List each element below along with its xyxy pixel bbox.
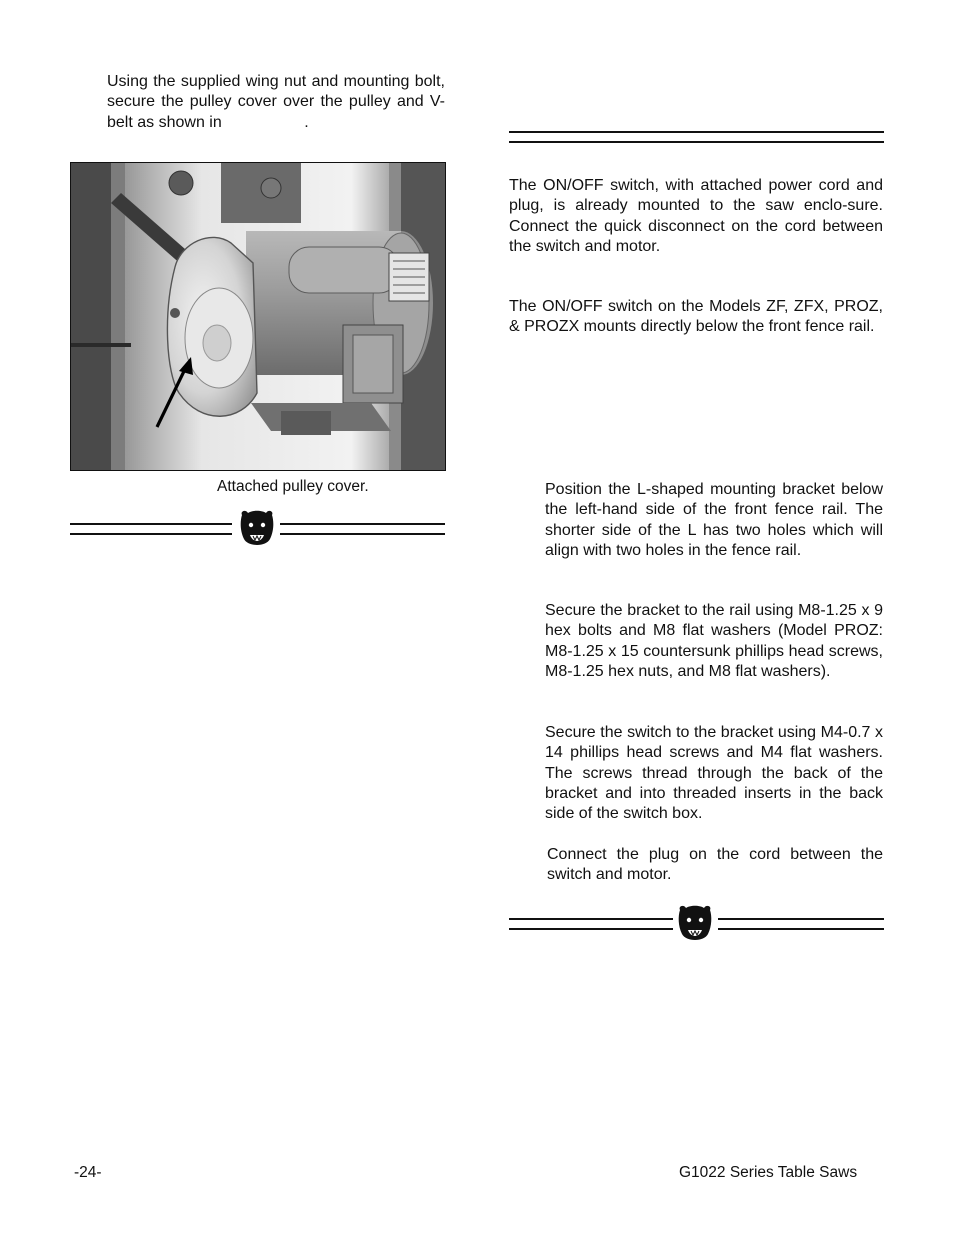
step-4: Connect the plug on the cord between the switch and motor. [547,846,883,884]
divider2-line-right-bottom [718,928,884,930]
divider-line-left-bottom [70,533,232,535]
motor-illustration [71,163,445,470]
section-rule-top [509,131,884,133]
intro-period: . [304,113,309,131]
divider-line-right-bottom [280,533,445,535]
grizzly-bear-logo-icon [238,509,276,549]
section-rule-bottom [509,141,884,143]
pulley-cover-photo [70,162,446,471]
page-number: -24- [74,1164,102,1181]
divider-line-right-top [280,523,445,525]
divider2-line-left-bottom [509,928,673,930]
divider2-line-right-top [718,918,884,920]
intro-text: Using the supplied wing nut and mounting bolt, secure the pulley cover over the pulley and V-belt as shown in [107,73,445,131]
switch-models-paragraph: The ON/OFF switch on the Models ZF, ZFX, PROZ, & PROZX mounts directly below the front fence rail. [509,298,883,336]
grizzly-bear-logo-icon [676,904,714,944]
switch-intro-paragraph: The ON/OFF switch, with attached power cord and plug, is already mounted to the saw enclo-sure. Connect the quick disconnect on the cord between the switch and motor. [509,177,883,255]
divider-line-left-top [70,523,232,525]
step-1: Position the L-shaped mounting bracket below the left-hand side of the front fence rail. The shorter side of the L has two holes which will align with two holes in the fence rail. [545,481,883,559]
step-2: Secure the bracket to the rail using M8-1.25 x 9 hex bolts and M8 flat washers (Model PROZ: M8-1.25 x 15 countersunk phillips head screws, M8-1.25 hex nuts, and M8 flat washers). [545,602,883,680]
step-3: Secure the switch to the bracket using M4-0.7 x 14 phillips head screws and M4 flat washers. The screws thread through the back of the bracket and into threaded inserts in the back side of the switch box. [545,724,883,823]
intro-paragraph [107,72,445,133]
divider2-line-left-top [509,918,673,920]
footer-title: G1022 Series Table Saws [679,1164,858,1181]
photo-caption: Attached pulley cover. [217,478,369,495]
